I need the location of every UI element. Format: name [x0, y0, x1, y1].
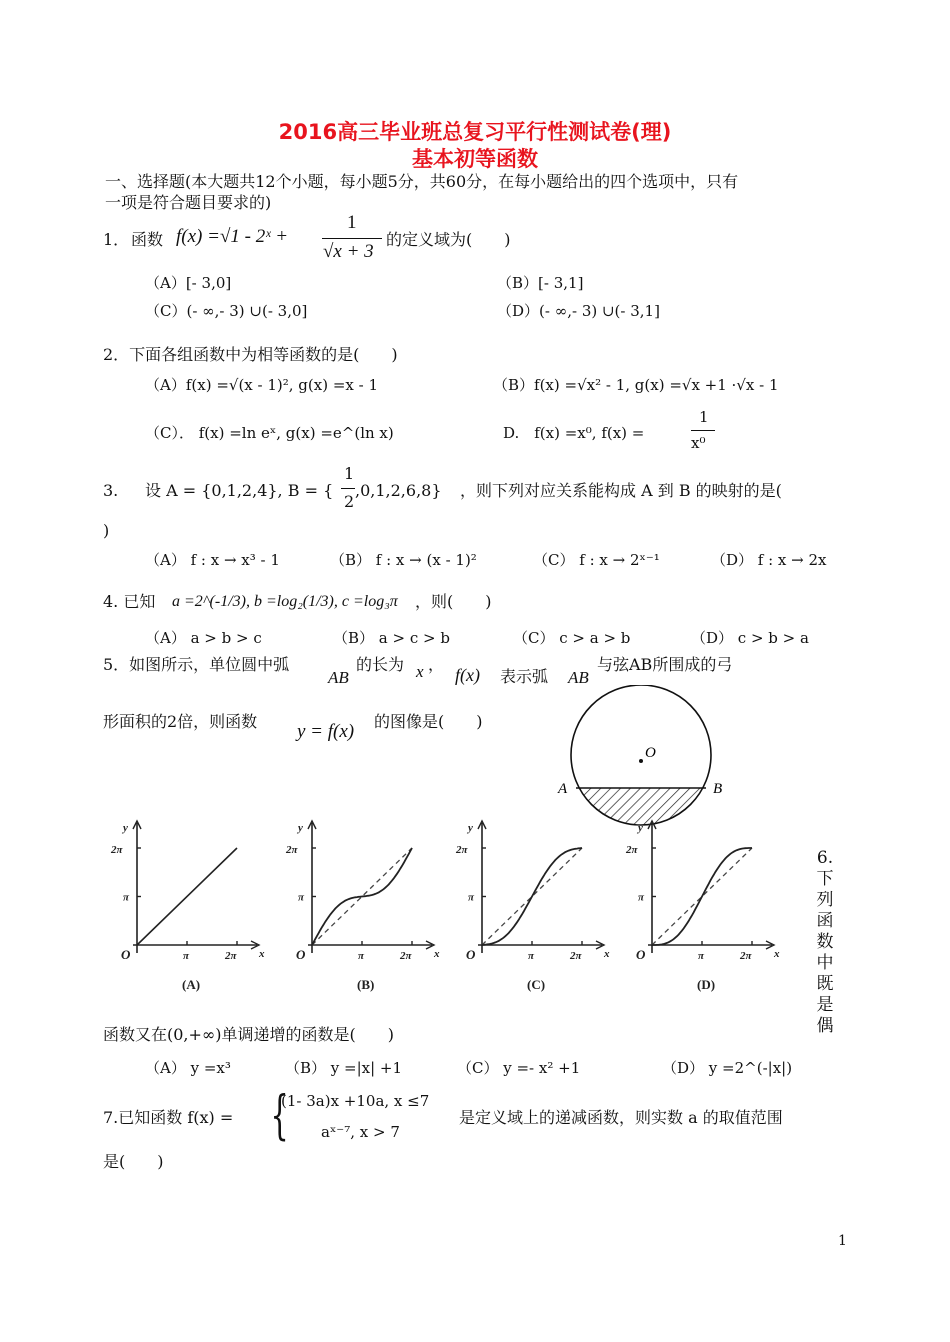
q3-frac-num: 1: [344, 464, 355, 483]
graph-curve: [137, 848, 237, 945]
q2-option-d-den: x⁰: [691, 434, 706, 452]
label-b: B: [713, 781, 723, 797]
unit-circle-figure: [555, 685, 740, 835]
q2-option-a: （A）f(x) =√(x - 1)², g(x) =x - 1: [145, 376, 379, 394]
q3-option-b: （B） f : x → (x - 1)²: [330, 551, 477, 569]
x-label-pi: π: [698, 950, 705, 962]
q5-line1-d: 与弦AB所围成的弓: [597, 655, 733, 674]
q6-vchar: 下: [816, 869, 834, 889]
y-label-2pi: 2π: [456, 844, 468, 856]
q3-stem: 设 A = {0,1,2,4}, B = {: [145, 481, 334, 500]
q1-frac-num: 1: [347, 212, 357, 233]
graph-a: [105, 815, 280, 1005]
q7-tail: 是定义域上的递减函数，则实数 a 的取值范围: [459, 1108, 783, 1127]
q5-line1-c: 表示弧: [500, 667, 549, 686]
q5-line1-a: 5．如图所示，单位圆中弧: [103, 655, 290, 674]
q5-comma: ，: [428, 655, 445, 674]
graph-caption: (B): [357, 977, 375, 992]
q2-option-c: （C）． f(x) =ln eˣ, g(x) =e^(ln x): [145, 424, 394, 442]
q5-arc1: AB: [328, 668, 349, 687]
q3-frac-den: 2: [344, 492, 355, 511]
x-label-pi: π: [358, 950, 365, 962]
q6-vchar: 数: [816, 932, 834, 952]
y-axis-label: y: [123, 822, 128, 834]
q3-frac-bar: [341, 488, 355, 489]
q1-tail: 的定义域为( ): [386, 230, 511, 249]
q4-formula: a =2^(-1/3), b =log₂(1/3), c =log₃π: [172, 593, 398, 610]
x-axis-label: x: [259, 948, 265, 960]
origin-label: O: [121, 947, 131, 962]
q3-close: ): [103, 521, 110, 540]
x-label-pi: π: [183, 950, 190, 962]
q1-option-c: （C）(- ∞,- 3) ∪(- 3,0]: [145, 302, 308, 320]
y-label-pi: π: [298, 891, 305, 904]
q6-option-b: （B） y =|x| +1: [285, 1059, 403, 1077]
q6-option-a: （A） y =x³: [145, 1059, 231, 1077]
q3-option-a: （A） f : x → x³ - 1: [145, 551, 280, 569]
q3-option-d: （D） f : x → 2x: [711, 551, 827, 569]
q6-vchar: 函: [816, 911, 834, 931]
graph-c: [450, 815, 625, 1005]
q7-line2: 是( ): [103, 1152, 164, 1171]
q5-func: y = f(x): [297, 721, 355, 742]
page-number: 1: [838, 1233, 847, 1249]
question-1: [103, 213, 843, 273]
page-title: 2016高三毕业班总复习平行性测试卷(理): [278, 120, 672, 144]
q6-vchar: 6.: [816, 848, 834, 868]
q4-tail: ，则( ): [415, 592, 492, 611]
y-label-2pi: 2π: [111, 844, 123, 856]
y-label-pi: π: [123, 891, 130, 904]
page-subtitle: 基本初等函数: [412, 147, 538, 171]
x-label-2pi: 2π: [225, 950, 237, 962]
q4-option-b: （B） a > c > b: [333, 629, 450, 647]
q6-vchar: 偶: [816, 1016, 834, 1036]
q3-number: 3.: [103, 481, 119, 500]
q7-case1: (1- 3a)x +10a, x ≤7: [281, 1092, 430, 1110]
x-axis-label: x: [604, 948, 610, 960]
q4-option-a: （A） a > b > c: [145, 629, 262, 647]
y-axis-label: y: [468, 822, 473, 834]
q5-arc2: AB: [568, 668, 589, 687]
q3-option-c: （C） f : x → 2ˣ⁻¹: [533, 551, 660, 569]
q5-line1-b: 的长为: [356, 655, 405, 674]
q1-option-d: （D）(- ∞,- 3) ∪(- 3,1]: [497, 302, 660, 320]
q5-line2-b: 的图像是( ): [374, 712, 483, 731]
center-point: [639, 759, 643, 763]
y-axis-label: y: [298, 822, 303, 834]
x-label-2pi: 2π: [740, 950, 752, 962]
q2-option-d-num: 1: [699, 408, 709, 426]
q6-option-d: （D） y =2^(-|x|): [662, 1059, 793, 1077]
graph-choices: [105, 815, 805, 1005]
q7-case2: aˣ⁻⁷, x > 7: [321, 1123, 400, 1141]
label-o: O: [645, 745, 656, 761]
x-label-pi: π: [528, 950, 535, 962]
q6-vchar: 既: [816, 974, 834, 994]
q5-fx: f(x): [455, 665, 480, 685]
origin-label: O: [296, 947, 306, 962]
origin-label: O: [636, 947, 646, 962]
q1-option-b: （B）[- 3,1]: [497, 274, 584, 292]
graph-d: [620, 815, 795, 1005]
q1-frac-den: √x + 3: [323, 241, 374, 262]
y-label-pi: π: [638, 891, 645, 904]
y-label-pi: π: [468, 891, 475, 904]
q2-stem: 2．下面各组函数中为相等函数的是( ): [103, 345, 398, 364]
q6-vchar: 是: [816, 995, 834, 1015]
q1-stem: 函数: [131, 230, 164, 249]
x-label-2pi: 2π: [570, 950, 582, 962]
q1-frac-bar: [322, 238, 382, 239]
q4-option-c: （C） c > a > b: [513, 629, 631, 647]
q6-vertical-text: [813, 848, 837, 1037]
q1-formula: f(x) =√1 - 2ˣ +: [176, 226, 289, 247]
y-axis-label: y: [638, 822, 643, 834]
q2-option-d-bar: [691, 430, 715, 431]
graph-caption: (C): [527, 977, 546, 992]
graph-caption: (D): [697, 977, 716, 992]
q7-stem: 7.已知函数 f(x) =: [103, 1108, 234, 1127]
x-axis-label: x: [434, 948, 440, 960]
x-axis-label: x: [774, 948, 780, 960]
q1-number: 1．: [103, 230, 130, 249]
q2-option-d-prefix: D. f(x) =x⁰, f(x) =: [503, 424, 645, 442]
q5-x: x: [416, 662, 424, 681]
y-label-2pi: 2π: [626, 844, 638, 856]
q3-set-rest: ,0,1,2,6,8}: [355, 481, 442, 500]
section-intro-line2: 一项是符合题目要求的): [105, 193, 272, 212]
q6-vchar: 中: [816, 953, 834, 973]
q4-option-d: （D） c > b > a: [691, 629, 809, 647]
origin-label: O: [466, 947, 476, 962]
graph-caption: (A): [182, 977, 201, 992]
question-7: [103, 1088, 848, 1148]
section-intro-line1: 一、选择题(本大题共12个小题，每小题5分，共60分，在每小题给出的四个选项中，只有: [105, 172, 739, 191]
q3-tail: ，则下列对应关系能构成 A 到 B 的映射的是(: [460, 481, 782, 500]
y-label-2pi: 2π: [286, 844, 298, 856]
label-a: A: [558, 781, 568, 797]
x-label-2pi: 2π: [400, 950, 412, 962]
q7-brace: {: [270, 1086, 289, 1146]
q4-stem: 4. 已知: [103, 592, 156, 611]
q6-vchar: 列: [816, 890, 834, 910]
q2-option-d: [503, 408, 763, 464]
graph-b: [280, 815, 455, 1005]
q2-option-b: （B）f(x) =√x² - 1, g(x) =√x +1 ·√x - 1: [493, 376, 779, 394]
q1-option-a: （A）[- 3,0]: [145, 274, 232, 292]
q6-stem: 函数又在(0,+∞)单调递增的函数是( ): [103, 1025, 394, 1044]
q6-option-c: （C） y =- x² +1: [457, 1059, 581, 1077]
question-3: [103, 462, 848, 518]
q5-line2-a: 形面积的2倍，则函数: [103, 712, 258, 731]
